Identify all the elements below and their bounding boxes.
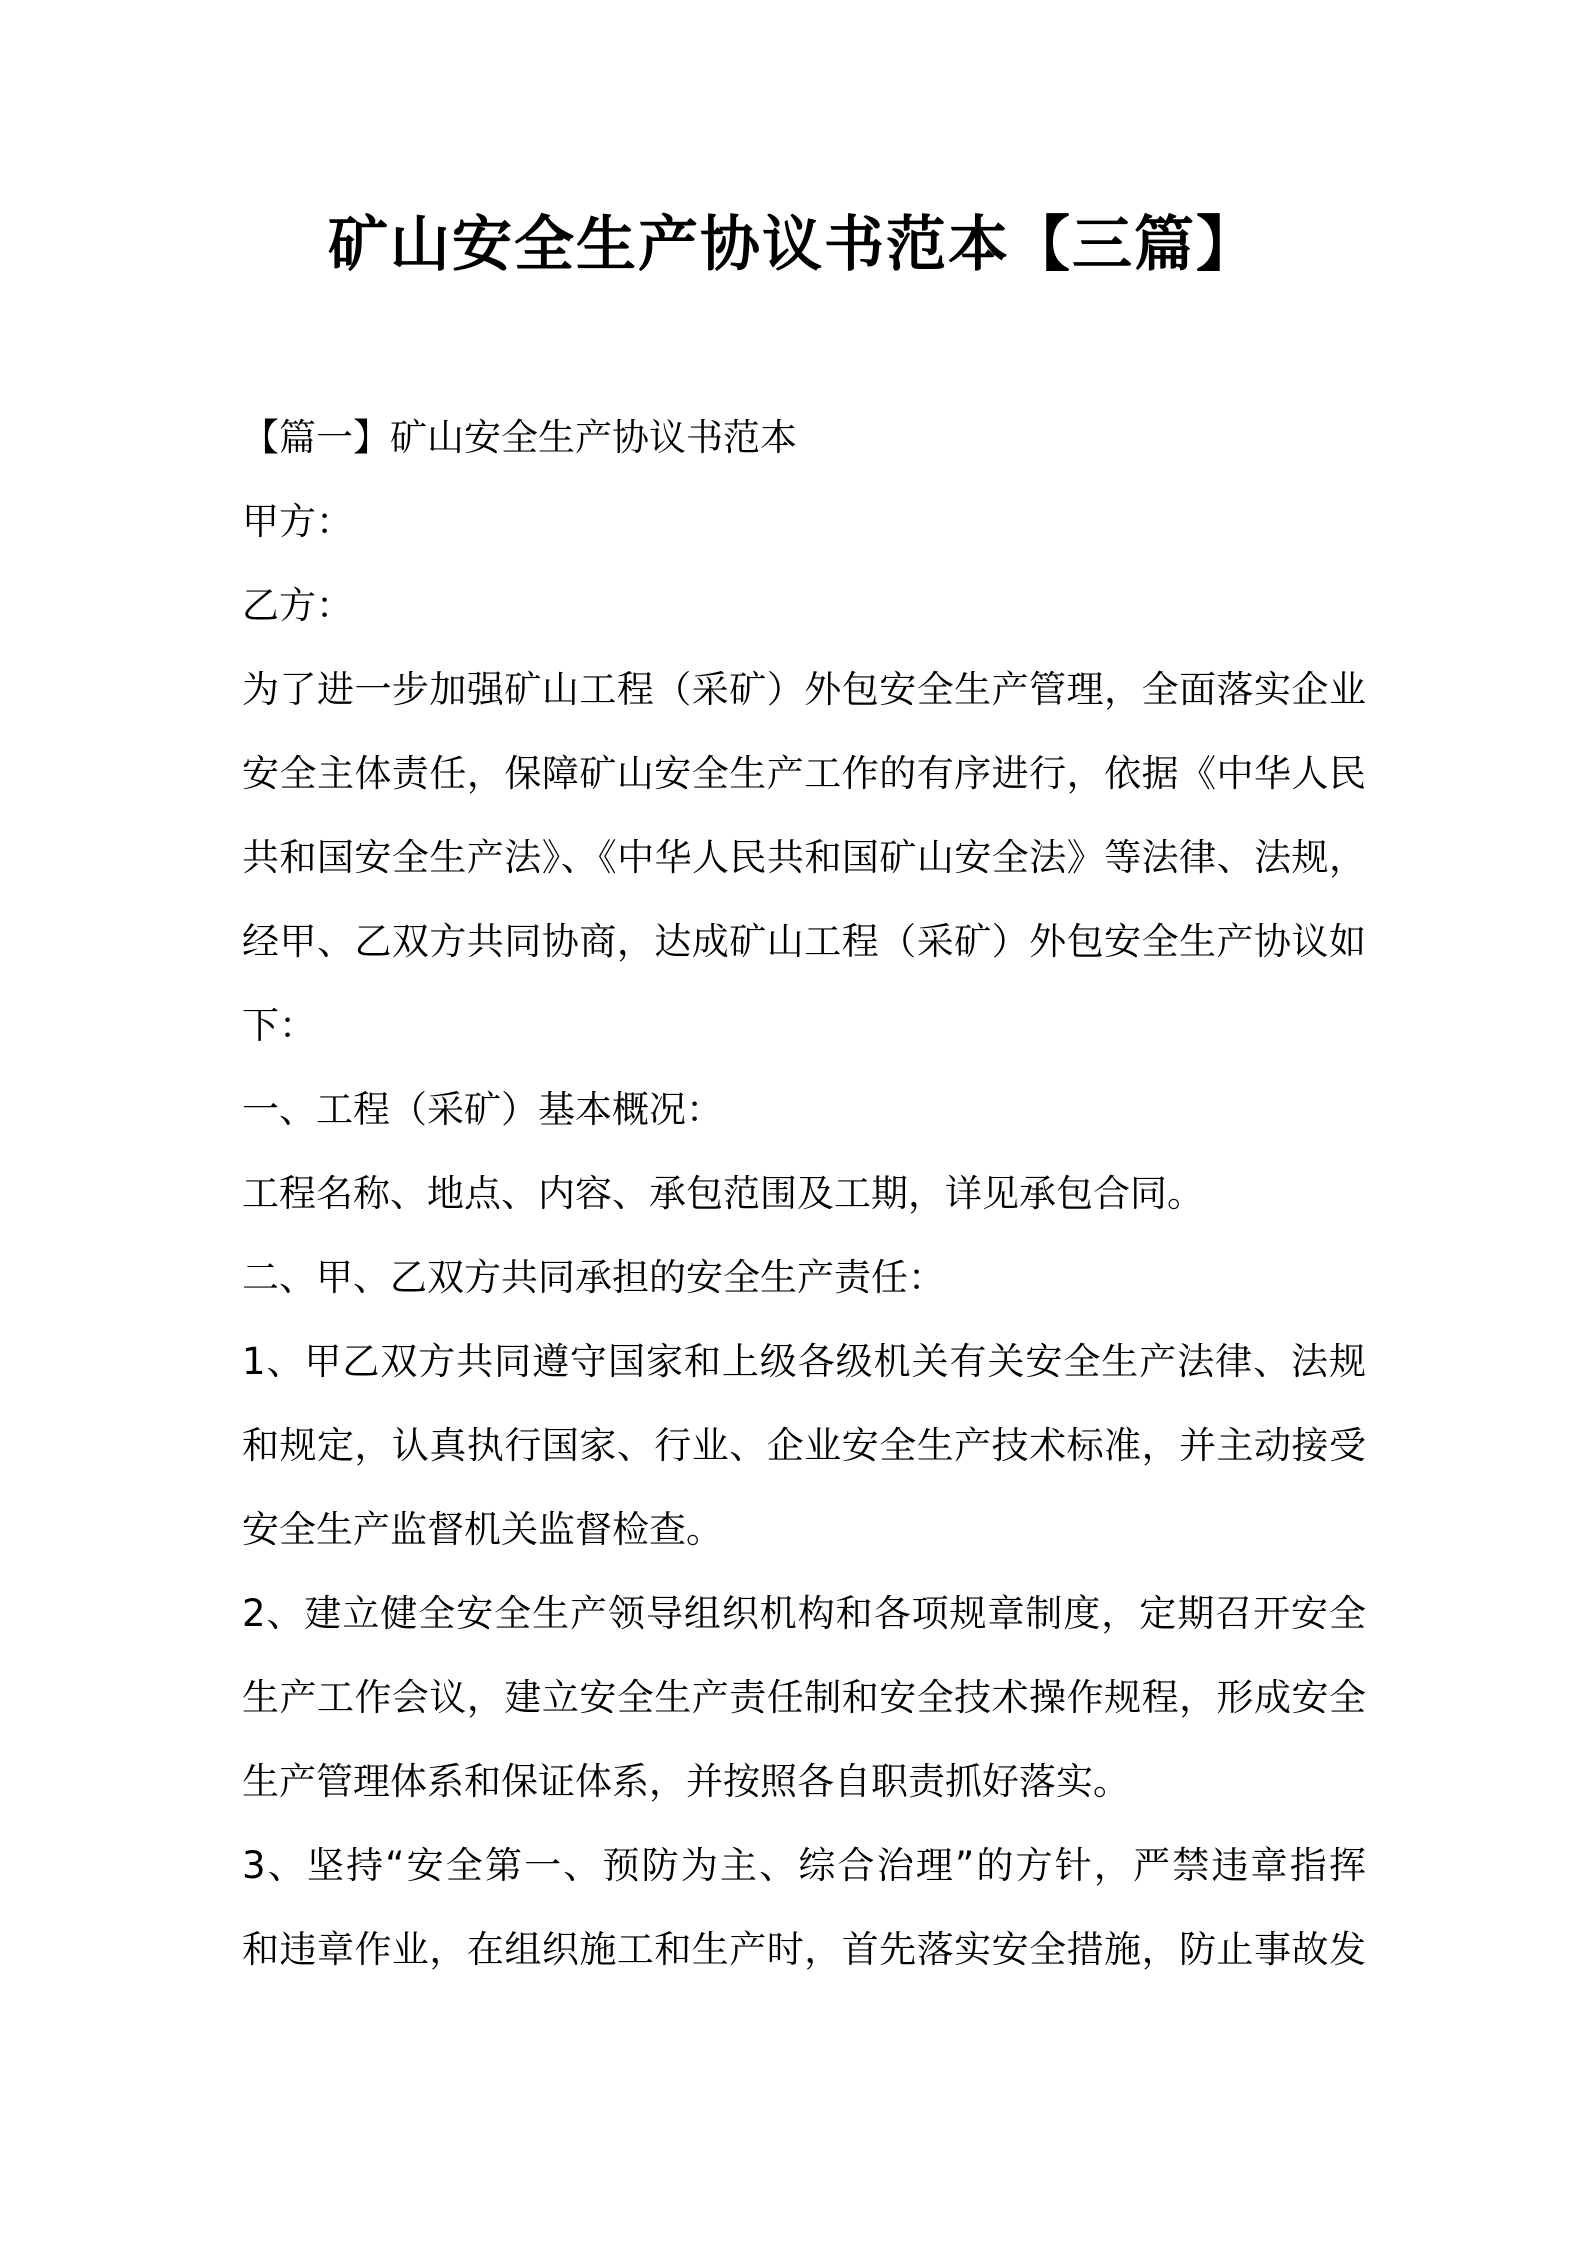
- paragraph-line: 安全生产监督机关监督检查。: [242, 1508, 723, 1551]
- document-body: [242, 396, 1366, 1992]
- paragraph-line: 安全主体责任，保障矿山安全生产工作的有序进行，依据《中华人民: [242, 752, 1366, 795]
- clause-heading: 一、工程（采矿）基本概况：: [242, 1088, 723, 1131]
- paragraph-line: 和规定，认真执行国家、行业、企业安全生产技术标准，并主动接受: [242, 1424, 1366, 1467]
- paragraph-line: 1、甲乙双方共同遵守国家和上级各级机关有关安全生产法律、法规: [242, 1340, 1366, 1383]
- paragraph-line: 工程名称、地点、内容、承包范围及工期，详见承包合同。: [242, 1172, 1204, 1215]
- paragraph-line: 和违章作业，在组织施工和生产时，首先落实安全措施，防止事故发: [242, 1928, 1366, 1971]
- party-a-label: 甲方：: [242, 500, 353, 543]
- paragraph-line: 为了进一步加强矿山工程（采矿）外包安全生产管理，全面落实企业: [242, 668, 1366, 711]
- document-title: 矿山安全生产协议书范本【三篇】: [328, 210, 1258, 280]
- party-b-label: 乙方：: [242, 584, 353, 627]
- paragraph-line: 2、建立健全安全生产领导组织机构和各项规章制度，定期召开安全: [242, 1592, 1366, 1635]
- paragraph-line: 下：: [242, 1004, 316, 1047]
- paragraph-line: 生产工作会议，建立安全生产责任制和安全技术操作规程，形成安全: [242, 1676, 1366, 1719]
- paragraph-line: 3、坚持“安全第一、预防为主、综合治理”的方针，严禁违章指挥: [242, 1844, 1366, 1887]
- section-heading: 【篇一】矿山安全生产协议书范本: [242, 416, 797, 459]
- clause-heading: 二、甲、乙双方共同承担的安全生产责任：: [242, 1256, 945, 1299]
- paragraph-line: 生产管理体系和保证体系，并按照各自职责抓好落实。: [242, 1760, 1130, 1803]
- paragraph-line: 经甲、乙双方共同协商，达成矿山工程（采矿）外包安全生产协议如: [242, 920, 1366, 963]
- paragraph-line: 共和国安全生产法》、《中华人民共和国矿山安全法》等法律、法规，: [242, 836, 1366, 879]
